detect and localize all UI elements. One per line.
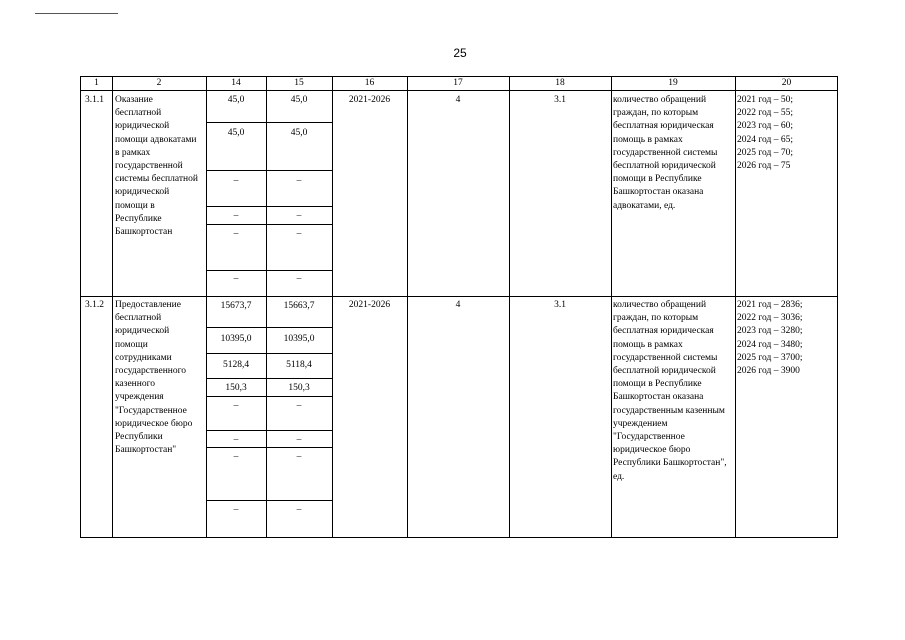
subrow-line (206, 430, 332, 431)
target-line: 2021 год – 50; (737, 95, 793, 105)
table-header-row (81, 77, 837, 91)
target-line: 2021 год – 2836; (737, 300, 803, 310)
header-rule (35, 13, 118, 14)
event-name-line: юридическое бюро (115, 419, 193, 429)
funding-value: 15673,7 (220, 301, 252, 311)
funding-value: – (296, 452, 302, 462)
indicator-line: Республики Башкортостан", (613, 458, 727, 468)
indicator-line: граждан, по которым (613, 313, 699, 323)
row-number: 3.1.1 (85, 95, 104, 105)
indicator-line: "Государственное (613, 432, 685, 442)
funding-value: – (296, 401, 302, 411)
event-name-line: помощи (115, 340, 148, 350)
event-name-line: учреждения (115, 392, 164, 402)
event-name-line: юридической (115, 121, 170, 131)
header-col-17: 17 (453, 78, 463, 88)
target-line: 2024 год – 3480; (737, 340, 803, 350)
target-line: 2025 год – 70; (737, 148, 793, 158)
event-name-line: системы бесплатной (115, 174, 198, 184)
indicator-line: помощи в Республике (613, 174, 702, 184)
subrow-line (206, 224, 332, 225)
indicator-line: бесплатная юридическая (613, 121, 714, 131)
target-line: 2026 год – 75 (737, 161, 791, 171)
target-line: 2022 год – 3036; (737, 313, 803, 323)
event-name-line: помощи в (115, 201, 155, 211)
indicator-line: юридическое бюро (613, 445, 691, 455)
col18-value: 3.1 (554, 95, 566, 105)
funding-value: – (296, 435, 302, 445)
col17-value: 4 (455, 300, 461, 310)
event-name-line: сотрудниками (115, 353, 172, 363)
funding-value: – (296, 176, 302, 186)
indicator-line: помощь в рамках (613, 135, 683, 145)
funding-value: 5128,4 (222, 360, 250, 370)
funding-value: – (233, 401, 239, 411)
indicator-line: государственной системы (613, 148, 718, 158)
indicator-line: количество обращений (613, 95, 707, 105)
event-name-line: юридической (115, 187, 170, 197)
event-name-line: Предоставление (115, 300, 181, 310)
funding-value: 150,3 (225, 383, 247, 393)
funding-value: – (233, 229, 239, 239)
funding-value: 45,0 (227, 128, 245, 138)
column-divider (735, 77, 736, 537)
target-line: 2023 год – 3280; (737, 326, 803, 336)
event-name-line: Республики (115, 432, 163, 442)
funding-value: – (296, 229, 302, 239)
event-name-line: в рамках (115, 148, 151, 158)
indicator-line: Башкортостан оказана (613, 187, 704, 197)
header-col-1: 1 (94, 78, 99, 88)
subrow-line (206, 270, 332, 271)
funding-value: – (296, 274, 302, 284)
funding-value: 10395,0 (220, 334, 252, 344)
funding-value: – (233, 505, 239, 515)
indicator-line: граждан, по которым (613, 108, 699, 118)
funding-value: – (233, 274, 239, 284)
header-col-14: 14 (231, 78, 241, 88)
period-value: 2021-2026 (348, 95, 391, 105)
funding-value: 150,3 (288, 383, 310, 393)
event-name-line: Республике (115, 214, 162, 224)
row-number: 3.1.2 (85, 300, 104, 310)
indicator-line: количество обращений (613, 300, 707, 310)
event-name-line: бесплатной (115, 108, 162, 118)
subrow-line (206, 327, 332, 328)
header-col-19: 19 (668, 78, 678, 88)
event-name-line: помощи адвокатами (115, 135, 197, 145)
event-name-line: юридической (115, 326, 170, 336)
target-line: 2023 год – 60; (737, 121, 793, 131)
event-name-line: Оказание (115, 95, 153, 105)
period-value: 2021-2026 (348, 300, 391, 310)
event-name-line: Башкортостан" (115, 445, 177, 455)
target-line: 2026 год – 3900 (737, 366, 800, 376)
header-col-2: 2 (156, 78, 162, 88)
funding-value: – (296, 505, 302, 515)
target-line: 2025 год – 3700; (737, 353, 803, 363)
indicator-line: Башкортостан оказана (613, 392, 704, 402)
col17-value: 4 (455, 95, 461, 105)
funding-value: – (233, 452, 239, 462)
funding-value: 45,0 (290, 128, 308, 138)
header-col-15: 15 (294, 78, 304, 88)
header-col-18: 18 (555, 78, 565, 88)
indicator-line: государственной системы (613, 353, 718, 363)
funding-value: – (233, 211, 239, 221)
indicator-line: бесплатной юридической (613, 366, 716, 376)
subrow-line (206, 396, 332, 397)
subrow-line (206, 353, 332, 354)
subrow-line (206, 122, 332, 123)
event-name-line: бесплатной (115, 313, 162, 323)
funding-value: – (233, 176, 239, 186)
funding-value: 10395,0 (283, 334, 315, 344)
subrow-line (206, 500, 332, 501)
indicator-line: государственным казенным (613, 406, 725, 416)
indicator-line: бесплатная юридическая (613, 326, 714, 336)
indicator-line: помощь в рамках (613, 340, 683, 350)
event-name-line: государственной (115, 161, 183, 171)
indicator-line: помощи в Республике (613, 379, 702, 389)
funding-value: 5118,4 (286, 360, 312, 370)
column-divider (611, 77, 612, 537)
indicator-line: учреждением (613, 419, 668, 429)
funding-value: 15663,7 (283, 301, 315, 311)
funding-value: 45,0 (290, 95, 308, 105)
event-name-line: казенного (115, 379, 155, 389)
subrow-line (206, 447, 332, 448)
row-separator (81, 296, 837, 297)
target-line: 2024 год – 65; (737, 135, 793, 145)
target-line: 2022 год – 55; (737, 108, 793, 118)
subrow-line (206, 170, 332, 171)
column-divider (112, 77, 113, 537)
program-table (80, 76, 838, 538)
funding-value: – (296, 211, 302, 221)
event-name-line: Башкортостан (115, 227, 173, 237)
funding-value: – (233, 435, 239, 445)
page-number: 25 (453, 46, 467, 60)
indicator-line: адвокатами, ед. (613, 201, 676, 211)
indicator-line: ед. (613, 472, 625, 482)
indicator-line: бесплатной юридической (613, 161, 716, 171)
subrow-line (206, 206, 332, 207)
event-name-line: "Государственное (115, 406, 187, 416)
event-name-line: государственного (115, 366, 187, 376)
col18-value: 3.1 (554, 300, 566, 310)
header-col-16: 16 (364, 78, 375, 88)
subrow-line (206, 378, 332, 379)
header-col-20: 20 (781, 78, 792, 88)
funding-value: 45,0 (227, 95, 245, 105)
